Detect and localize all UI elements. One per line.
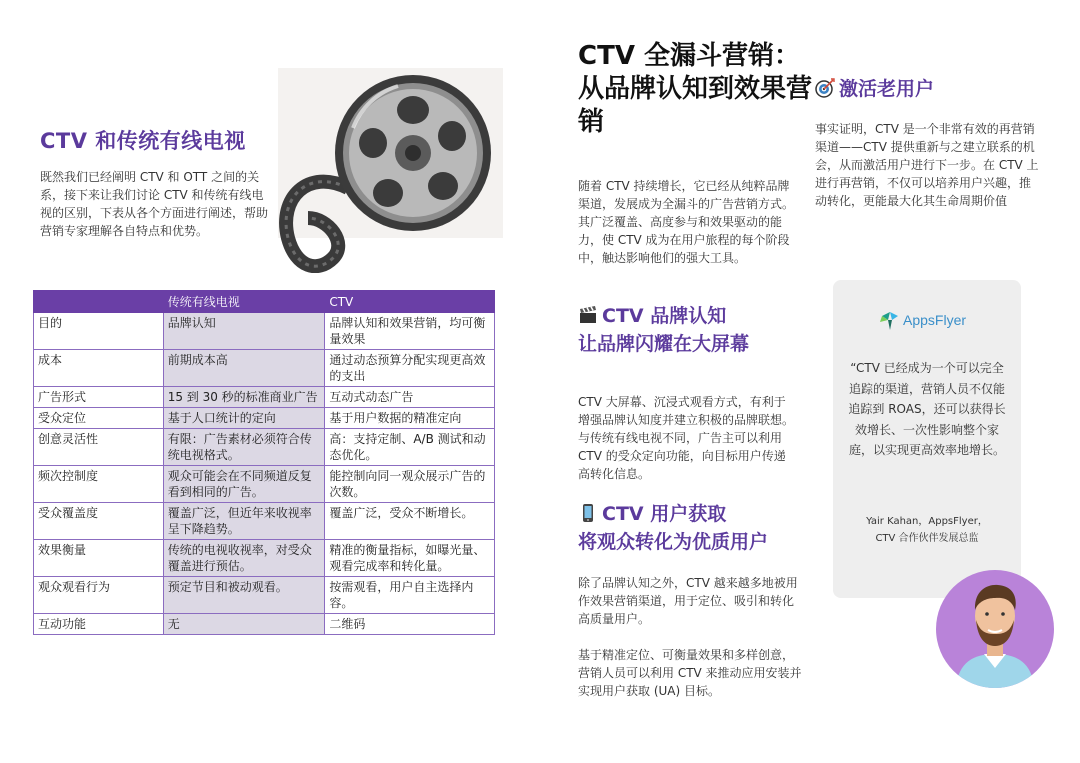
ua-heading-line1: CTV 用户获取 xyxy=(602,503,727,525)
ua-text-1: 除了品牌认知之外，CTV 越来越多地被用作效果营销渠道，用于定位、吸引和转化高质量用户。 xyxy=(578,576,798,626)
table-cell: 基于人口统计的定向 xyxy=(163,408,325,429)
table-cell: 受众定位 xyxy=(34,408,164,429)
table-cell: 精准的衡量指标，如曝光量、观看完成率和转化量。 xyxy=(325,540,495,577)
funnel-intro: 随着 CTV 持续增长，它已经从纯粹品牌渠道，发展成为全漏斗的广告营销方式。其广泛覆盖、高度参与和效果驱动的能力，使 CTV 成为在用户旅程的每个阶段中，触达影响他们的强大工具。 xyxy=(578,179,795,265)
table-cell: 观众可能会在不同频道反复看到相同的广告。 xyxy=(163,466,325,503)
table-cell: 二维码 xyxy=(325,614,495,635)
ua-text-2: 基于精准定位、可衡量效果和多样创意，营销人员可以利用 CTV 来推动应用安装并 实现用户获取 (UA) 目标。 xyxy=(578,648,802,698)
table-row xyxy=(34,540,495,577)
table-cell: 互动式动态广告 xyxy=(325,387,495,408)
film-reel-icon xyxy=(278,68,503,273)
table-cell: 创意灵活性 xyxy=(34,429,164,466)
target-icon xyxy=(815,78,835,98)
user-acquisition-heading xyxy=(578,500,808,556)
table-cell: 预定节目和被动观看。 xyxy=(163,577,325,614)
section-heading-ctv-vs-cable: CTV 和传统有线电视 xyxy=(40,129,246,153)
author-title: CTV 合作伙伴发展总监 xyxy=(875,533,979,544)
table-cell: 互动功能 xyxy=(34,614,164,635)
table-cell: 品牌认知和效果营销，均可衡量效果 xyxy=(325,313,495,350)
table-cell: 目的 xyxy=(34,313,164,350)
table-cell: 能控制向同一观众展示广告的次数。 xyxy=(325,466,495,503)
appsflyer-logo-icon xyxy=(878,306,978,336)
author-name: Yair Kahan，AppsFlyer， xyxy=(866,516,988,527)
table-cell: 传统的电视收视率，对受众覆盖进行预估。 xyxy=(163,540,325,577)
table-row xyxy=(34,350,495,387)
quote-author xyxy=(848,513,1006,547)
brand-heading-line2: 让品牌闪耀在大屏幕 xyxy=(578,333,750,355)
table-row xyxy=(34,503,495,540)
mobile-phone-icon xyxy=(578,503,598,523)
table-cell: 覆盖广泛，受众不断增长。 xyxy=(325,503,495,540)
table-row xyxy=(34,408,495,429)
brand-awareness-heading xyxy=(578,302,808,358)
table-cell: 高：支持定制、A/B 测试和动态优化。 xyxy=(325,429,495,466)
table-cell: 观众观看行为 xyxy=(34,577,164,614)
logo-text: AppsFlyer xyxy=(903,312,967,328)
table-header: CTV xyxy=(325,291,495,313)
reactivation-heading xyxy=(815,75,1015,103)
table-cell: 有限：广告素材必须符合传统电视格式。 xyxy=(163,429,325,466)
table-cell: 通过动态预算分配实现更高效的支出 xyxy=(325,350,495,387)
comparison-table xyxy=(33,290,495,635)
table-cell: 基于用户数据的精准定向 xyxy=(325,408,495,429)
table-row xyxy=(34,466,495,503)
table-row xyxy=(34,577,495,614)
brand-heading-line1: CTV 品牌认知 xyxy=(602,305,727,327)
table-cell: 广告形式 xyxy=(34,387,164,408)
table-cell: 频次控制度 xyxy=(34,466,164,503)
page-title: CTV 全漏斗营销：从品牌认知到效果营销 xyxy=(578,41,813,137)
table-row xyxy=(34,429,495,466)
table-cell: 无 xyxy=(163,614,325,635)
table-row xyxy=(34,614,495,635)
table-cell: 15 到 30 秒的标准商业广告 xyxy=(163,387,325,408)
table-header: 传统有线电视 xyxy=(163,291,325,313)
table-cell: 效果衡量 xyxy=(34,540,164,577)
table-cell: 覆盖广泛，但近年来收视率呈下降趋势。 xyxy=(163,503,325,540)
table-cell: 前期成本高 xyxy=(163,350,325,387)
section-intro: 既然我们已经阐明 CTV 和 OTT 之间的关系，接下来让我们讨论 CTV 和传统有线电视的区别，下表从各个方面进行阐述，帮助营销专家理解各自特点和优势。 xyxy=(40,170,269,238)
quote-text: “CTV 已经成为一个可以完全追踪的渠道，营销人员不仅能追踪到 ROAS，还可以获得长效增长、一次性影响整个家庭，以实现更高效率地增长。 xyxy=(848,361,1006,457)
table-row xyxy=(34,387,495,408)
table-header xyxy=(34,291,164,313)
reactivation-heading-label: 激活老用户 xyxy=(839,78,935,100)
reactivation-text: 事实证明，CTV 是一个非常有效的再营销渠道——CTV 提供重新与之建立联系的机会，从而激活用户进行下一步。在 CTV 上 进行再营销，不仅可以培养用户兴趣，推 动转化，更能最大化其生命周期价值 xyxy=(815,122,1039,208)
avatar xyxy=(936,570,1054,688)
table-cell: 品牌认知 xyxy=(163,313,325,350)
table-cell: 成本 xyxy=(34,350,164,387)
clapperboard-icon xyxy=(578,305,598,325)
ua-heading-line2: 将观众转化为优质用户 xyxy=(578,531,769,553)
table-cell: 按需观看，用户自主选择内容。 xyxy=(325,577,495,614)
table-cell: 受众覆盖度 xyxy=(34,503,164,540)
table-header-row xyxy=(34,291,495,313)
table-row xyxy=(34,313,495,350)
brand-awareness-text: CTV 大屏幕、沉浸式观看方式，有利于增强品牌认知度并建立积极的品牌联想。与传统有线电视不同，广告主可以利用 CTV 的受众定向功能，向目标用户传递高转化信息。 xyxy=(578,395,795,481)
